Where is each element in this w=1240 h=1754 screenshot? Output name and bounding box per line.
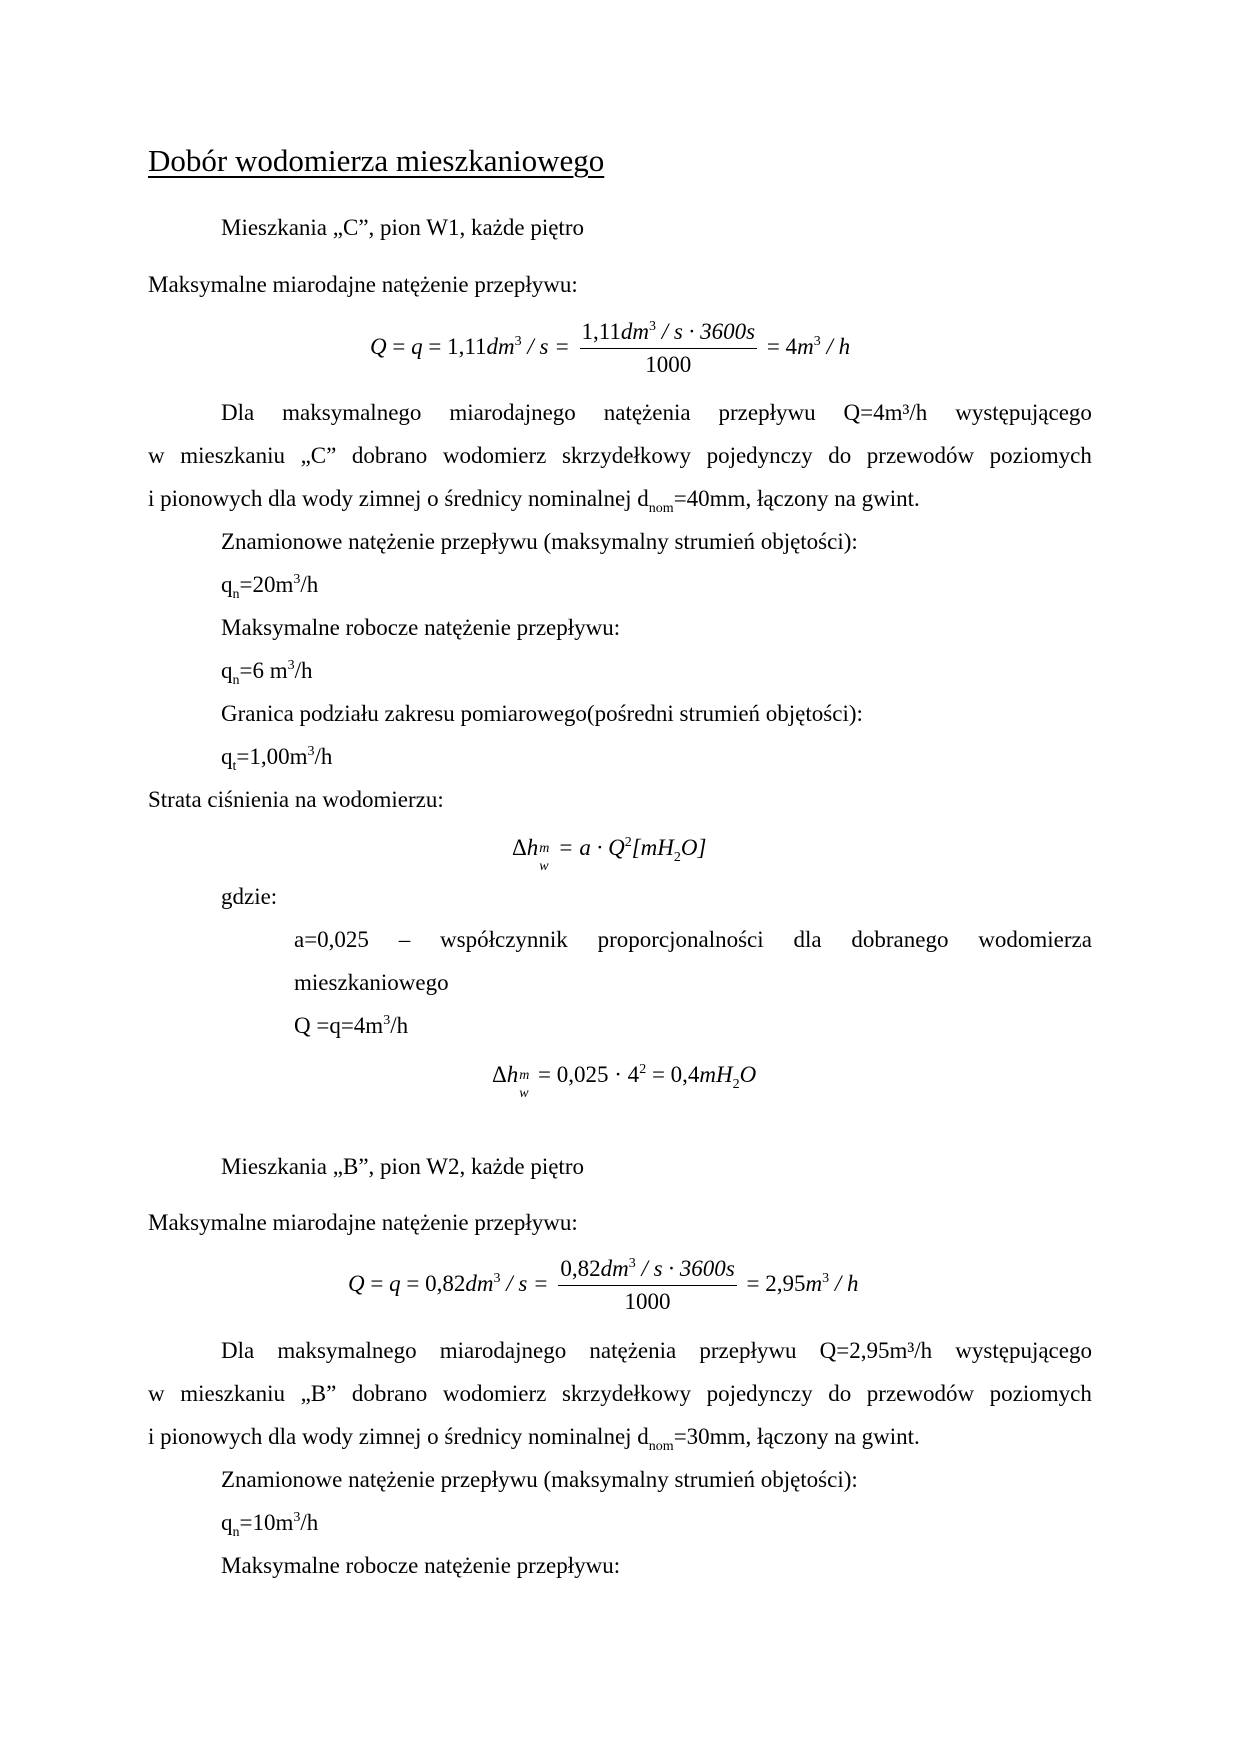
section-c-boundary-label: Granica podziału zakresu pomiarowego(pośredni strumień objętości):: [221, 701, 863, 726]
q-value-line: $Q =q=4m^3/h$: [294, 1013, 409, 1038]
section-c-paragraph-line3: i pionowych dla wody zimnej o średnicy nominalnej $d_{nom}=40mm$, łączony na gwint.: [148, 486, 920, 516]
section-c-loss-label: Strata ciśnienia na wodomierzu:: [148, 787, 444, 812]
section-c-max-work-label: Maksymalne robocze natężenie przepływu:: [221, 615, 621, 640]
section-c-qt-value: $q_t=1,00m^3/h$: [221, 744, 333, 774]
where-label: gdzie:: [221, 884, 278, 909]
section-b-qn-value: $q_n=10m^3/h$: [221, 1510, 319, 1540]
section-c-nominal-label: Znamionowe natężenie przepływu (maksymalny strumień objętości):: [221, 529, 858, 554]
page-title: Dobór wodomierza mieszkaniowego: [148, 143, 605, 178]
section-b-heading: Mieszkania „B”, pion W2, każde piętro: [221, 1154, 584, 1179]
flow-fraction: $\frac{1,11dm^3 / s \cdot 3600s}{1000}$: [581, 319, 756, 377]
section-c-paragraph-line2: w mieszkaniu „C” dobrano wodomierz skrzydełkowy pojedynczy do przewodów poziomych: [148, 443, 1092, 468]
section-c-flow-label: Maksymalne miarodajne natężenie przepływu:: [148, 272, 578, 297]
section-c-qn-value: $q_n=20m^3/h$: [221, 572, 319, 602]
section-b-paragraph-line1: Dla maksymalnego miarodajnego natężenia przepływu Q=2,95m³/h występującego: [221, 1338, 1092, 1363]
section-c-flow-equation: $Q = q = 1,11dm^3 / s$ = $\frac{1,11dm^3 / s \cdot 3600s}{1000}$ = $4m^3$ / h: [370, 319, 851, 377]
section-b-nominal-label: Znamionowe natężenie przepływu (maksymalny strumień objętości):: [221, 1467, 858, 1492]
section-c-paragraph-line1: Dla maksymalnego miarodajnego natężenia przepływu Q=4m³/h występującego: [221, 400, 1092, 425]
section-b-max-work-label: Maksymalne robocze natężenie przepływu:: [221, 1553, 621, 1578]
section-b-flow-label: Maksymalne miarodajne natężenie przepływu:: [148, 1210, 578, 1235]
section-c-heading: Mieszkania „C”, pion W1, każde piętro: [221, 215, 584, 240]
section-b-paragraph-line3: i pionowych dla wody zimnej o średnicy nominalnej $d_{nom}=30mm$, łączony na gwint.: [148, 1424, 920, 1454]
section-b-paragraph-line2: w mieszkaniu „B” dobrano wodomierz skrzydełkowy pojedynczy do przewodów poziomych: [148, 1381, 1092, 1406]
flow-fraction: $\frac{0,82dm^3 / s \cdot 3600s}{1000}$: [560, 1256, 735, 1314]
coefficient-line2: mieszkaniowego: [294, 970, 449, 995]
coefficient-line1: a=0,025 – współczynnik proporcjonalności dla dobranego wodomierza: [294, 927, 1092, 952]
pressure-loss-equation: Δh m w = $a \cdot Q^2[mH_2O]$: [512, 835, 707, 874]
section-b-flow-equation: $Q = q = 0,82dm^3 / s$ = $\frac{0,82dm^3 / s \cdot 3600s}{1000}$ = $2,95m^3$ / h: [348, 1256, 859, 1314]
pressure-loss-value-equation: Δh m w = $0,025 \cdot 4^2 = 0,4mH_2O$: [492, 1062, 757, 1101]
section-c-qmax-value: $q_n=6$ $m^3/h$: [221, 658, 313, 688]
